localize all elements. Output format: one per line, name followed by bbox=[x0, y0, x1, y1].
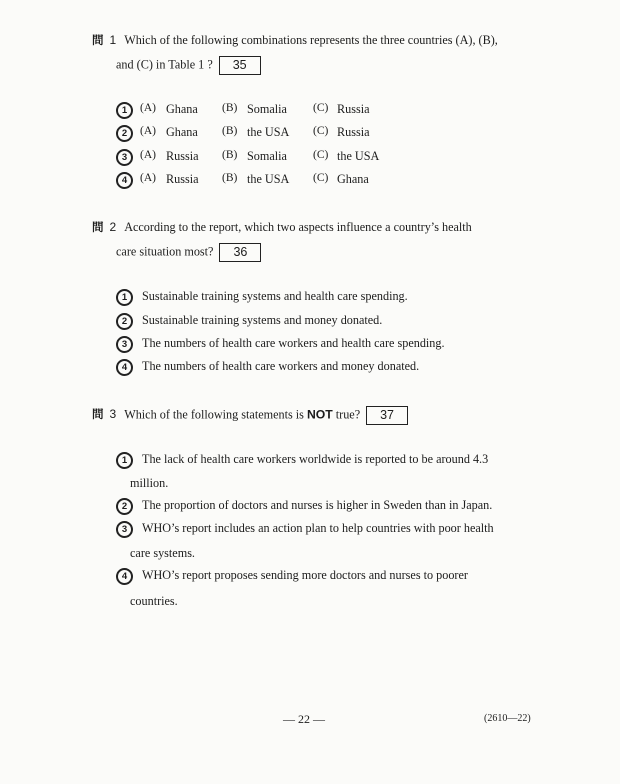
answer-c: the USA bbox=[337, 149, 380, 163]
q2-stem-line1 bbox=[92, 219, 472, 235]
q1-number: 1 bbox=[109, 33, 117, 47]
option-text: The numbers of health care workers and money donated. bbox=[142, 359, 420, 373]
tag-c: (C) bbox=[313, 102, 329, 114]
option-text: Sustainable training systems and money donated. bbox=[142, 313, 383, 327]
option-text-line2: million. bbox=[130, 476, 169, 490]
q3-answer-box[interactable]: 37 bbox=[366, 406, 408, 425]
option-text-line2: countries. bbox=[130, 594, 178, 608]
tag-a: (A) bbox=[140, 172, 156, 184]
tag-a: (A) bbox=[140, 125, 156, 137]
tag-b: (B) bbox=[222, 149, 238, 161]
q3-number: 3 bbox=[109, 407, 117, 422]
option-number-icon: 1 bbox=[116, 452, 133, 469]
answer-b: the USA bbox=[247, 125, 290, 139]
q1-stem-line1 bbox=[92, 32, 498, 48]
tag-c: (C) bbox=[313, 125, 329, 137]
answer-a: Russia bbox=[166, 172, 199, 186]
option-text-line2: care systems. bbox=[130, 546, 195, 560]
option-number-icon: 3 bbox=[116, 521, 133, 538]
option-number-icon: 3 bbox=[116, 149, 133, 166]
answer-a: Ghana bbox=[166, 125, 198, 139]
q3-head: 問 bbox=[92, 407, 104, 422]
q3-text-pre: Which of the following statements is bbox=[124, 407, 304, 422]
tag-c: (C) bbox=[313, 149, 329, 161]
option-text-line1: The proportion of doctors and nurses is higher in Sweden than in Japan. bbox=[142, 498, 493, 512]
answer-a: Russia bbox=[166, 149, 199, 163]
option-text: Sustainable training systems and health care spending. bbox=[142, 289, 408, 303]
option-number-icon: 4 bbox=[116, 359, 133, 376]
tag-c: (C) bbox=[313, 172, 329, 184]
option-number-icon: 2 bbox=[116, 313, 133, 330]
q2-head: 問 bbox=[92, 220, 104, 234]
q1-text-line1: Which of the following combinations represents the three countries (A), (B), bbox=[124, 33, 498, 47]
option-text-line1: WHO’s report includes an action plan to help countries with poor health bbox=[142, 521, 494, 535]
answer-b: Somalia bbox=[247, 102, 287, 116]
tag-a: (A) bbox=[140, 149, 156, 161]
answer-c: Ghana bbox=[337, 172, 369, 186]
q1-head: 問 bbox=[92, 33, 104, 47]
option-number-icon: 2 bbox=[116, 125, 133, 142]
option-text-line1: WHO’s report proposes sending more doctors and nurses to poorer bbox=[142, 568, 468, 582]
q2-stem-line2 bbox=[116, 243, 261, 262]
tag-b: (B) bbox=[222, 102, 238, 114]
option-number-icon: 2 bbox=[116, 498, 133, 515]
page-number: — 22 — bbox=[283, 712, 325, 726]
exam-code: (2610—22) bbox=[484, 713, 531, 724]
tag-a: (A) bbox=[140, 102, 156, 114]
option-number-icon: 3 bbox=[116, 336, 133, 353]
q1-answer-box[interactable]: 35 bbox=[219, 56, 261, 75]
q1-stem-line2 bbox=[116, 56, 261, 75]
answer-b: Somalia bbox=[247, 149, 287, 163]
q2-answer-box[interactable]: 36 bbox=[219, 243, 261, 262]
q3-text-not: NOT bbox=[306, 407, 333, 422]
option-number-icon: 4 bbox=[116, 172, 133, 189]
q2-number: 2 bbox=[109, 220, 117, 234]
option-number-icon: 1 bbox=[116, 102, 133, 119]
tag-b: (B) bbox=[222, 125, 238, 137]
q3-text-post: true? bbox=[335, 407, 361, 422]
q1-text-line2: and (C) in Table 1 ? bbox=[116, 57, 213, 72]
q3-stem bbox=[92, 406, 408, 425]
option-number-icon: 4 bbox=[116, 568, 133, 585]
option-number-icon: 1 bbox=[116, 289, 133, 306]
q2-text-line2: care situation most? bbox=[116, 244, 214, 259]
answer-c: Russia bbox=[337, 102, 370, 116]
tag-b: (B) bbox=[222, 172, 238, 184]
answer-a: Ghana bbox=[166, 102, 198, 116]
answer-c: Russia bbox=[337, 125, 370, 139]
q2-text-line1: According to the report, which two aspects influence a country’s health bbox=[124, 220, 472, 234]
option-text-line1: The lack of health care workers worldwide is reported to be around 4.3 bbox=[142, 452, 489, 466]
answer-b: the USA bbox=[247, 172, 290, 186]
option-text: The numbers of health care workers and health care spending. bbox=[142, 336, 445, 350]
